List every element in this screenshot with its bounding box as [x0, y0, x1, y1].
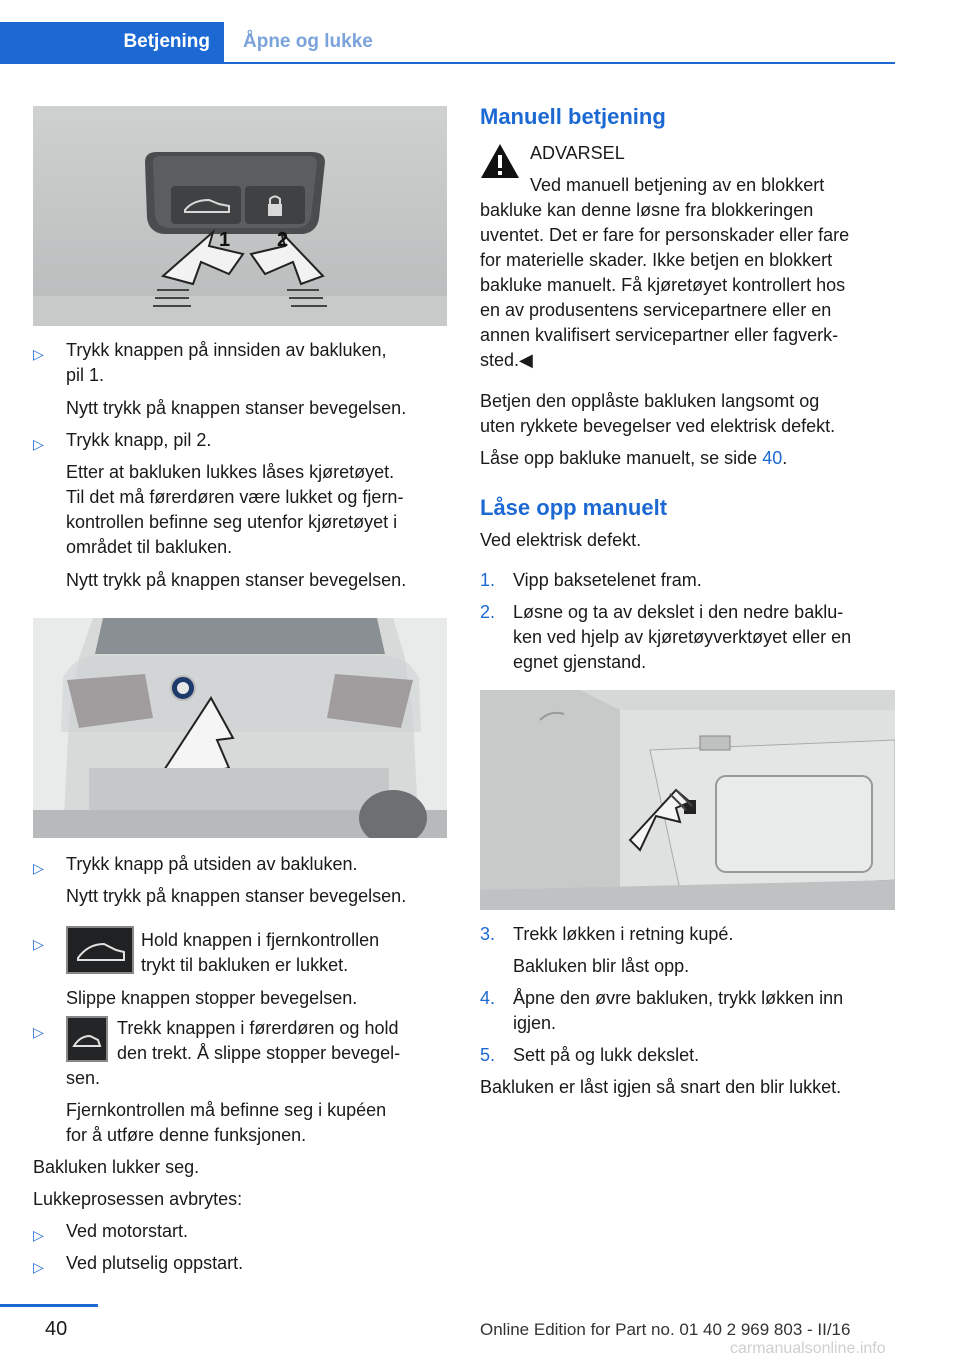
text: Nytt trykk på knappen stanser bevegelsen.	[66, 886, 407, 906]
page-number: 40	[45, 1318, 68, 1340]
bullet-marker: ▷	[33, 1024, 44, 1040]
text: Slippe knappen stopper bevegelsen.	[66, 988, 358, 1008]
warning-icon	[480, 142, 520, 182]
text: Bakluken er låst igjen så snart den blir lukket.	[480, 1077, 842, 1097]
step-door-pull: Trekk knappen i førerdøren og hold den trekt. Å slippe stopper bevegel-	[117, 1018, 401, 1063]
bullet-marker: ▷	[33, 1259, 44, 1275]
trunk-interior-photo	[480, 690, 895, 910]
heading-manuell-betjening: Manuell betjening	[480, 104, 666, 129]
text: sen.	[66, 1068, 101, 1088]
heading-lase-opp-manuelt: Låse opp manuelt	[480, 495, 668, 520]
text: Betjen den opplåste bakluken langsomt og uten rykkete bevegelser ved elektrisk defekt.	[480, 391, 836, 436]
text: Ved elektrisk defekt.	[480, 530, 642, 550]
text: Sett på og lukk dekslet.	[513, 1045, 700, 1065]
text: Bakluken blir låst opp.	[513, 956, 690, 976]
bullet-marker: ▷	[33, 346, 44, 362]
header-tab-bar	[0, 22, 895, 64]
step-inside-button: Trykk knappen på innsiden av bakluken, pil 1.	[66, 340, 387, 385]
footer-rule	[0, 1304, 98, 1307]
text: Lukkeprosessen avbrytes:	[33, 1189, 243, 1209]
tab-betjening[interactable]: Betjening	[0, 22, 224, 62]
remote-tailgate-icon	[66, 926, 134, 974]
page-link-40[interactable]: 40	[762, 448, 783, 468]
bullet-marker: ▷	[33, 860, 44, 876]
step-outside-button: Trykk knapp på utsiden av bakluken.	[66, 854, 358, 874]
text: Ved plutselig oppstart.	[66, 1253, 244, 1273]
bullet-marker: ▷	[33, 1227, 44, 1243]
text: Bakluken lukker seg.	[33, 1157, 200, 1177]
step-number: 1.	[480, 570, 496, 590]
text: Åpne den øvre bakluken, trykk løkken inn igjen.	[513, 988, 844, 1033]
car-rear-photo	[33, 618, 447, 838]
text: Vipp baksetelenet fram.	[513, 570, 702, 590]
step-number: 2.	[480, 602, 496, 622]
text: Fjernkontrollen må befinne seg i kupéen for å utføre denne funksjonen.	[66, 1100, 387, 1145]
watermark: carmanualsonline.info	[730, 1340, 886, 1357]
step-press-button-2: Trykk knapp, pil 2.	[66, 430, 212, 450]
warning-text: bakluke kan denne løsne fra blokkeringen uventet. Det er fare for personskader eller fare for materielle skader. Ikke betjen en blokkert bakluke manuelt. Få kjøretøyet kontrollert hos en av produsentens servicepartnere eller en annen kvalifisert servicepartner eller fagverk- sted.◀	[480, 200, 850, 370]
text: Nytt trykk på knappen stanser bevegelsen.	[66, 570, 407, 590]
text: Nytt trykk på knappen stanser bevegelsen.	[66, 398, 407, 418]
step-number: 5.	[480, 1045, 496, 1065]
tailgate-buttons-photo	[33, 106, 447, 326]
bullet-marker: ▷	[33, 436, 44, 452]
text: Trekk løkken i retning kupé.	[513, 924, 734, 944]
arrow-2-label: 2	[277, 229, 289, 251]
door-tailgate-icon	[66, 1016, 108, 1062]
warning-title: ADVARSEL	[530, 143, 625, 163]
text: Løsne og ta av dekslet i den nedre baklu- ken ved hjelp av kjøretøyverktøyet eller en egnet gjenstand.	[513, 602, 852, 672]
step-number: 4.	[480, 988, 496, 1008]
tab-apne-og-lukke[interactable]: Åpne og lukke	[243, 31, 373, 52]
text: Etter at bakluken lukkes låses kjøretøyet. Til det må førerdøren være lukket og fjern- kontrollen befinne seg utenfor kjøretøyet i området til bakluken.	[66, 462, 404, 557]
arrow-1-label: 1	[219, 229, 231, 251]
bullet-marker: ▷	[33, 936, 44, 952]
step-number: 3.	[480, 924, 496, 944]
edition-note: Online Edition for Part no. 01 40 2 969 803 - II/16	[480, 1320, 851, 1339]
text: Låse opp bakluke manuelt, se side 40.	[480, 448, 788, 468]
text: Ved manuell betjening av en blokkert	[530, 175, 825, 195]
step-remote-hold: Hold knappen i fjernkontrollen trykt til bakluken er lukket.	[141, 930, 380, 975]
text: Ved motorstart.	[66, 1221, 189, 1241]
